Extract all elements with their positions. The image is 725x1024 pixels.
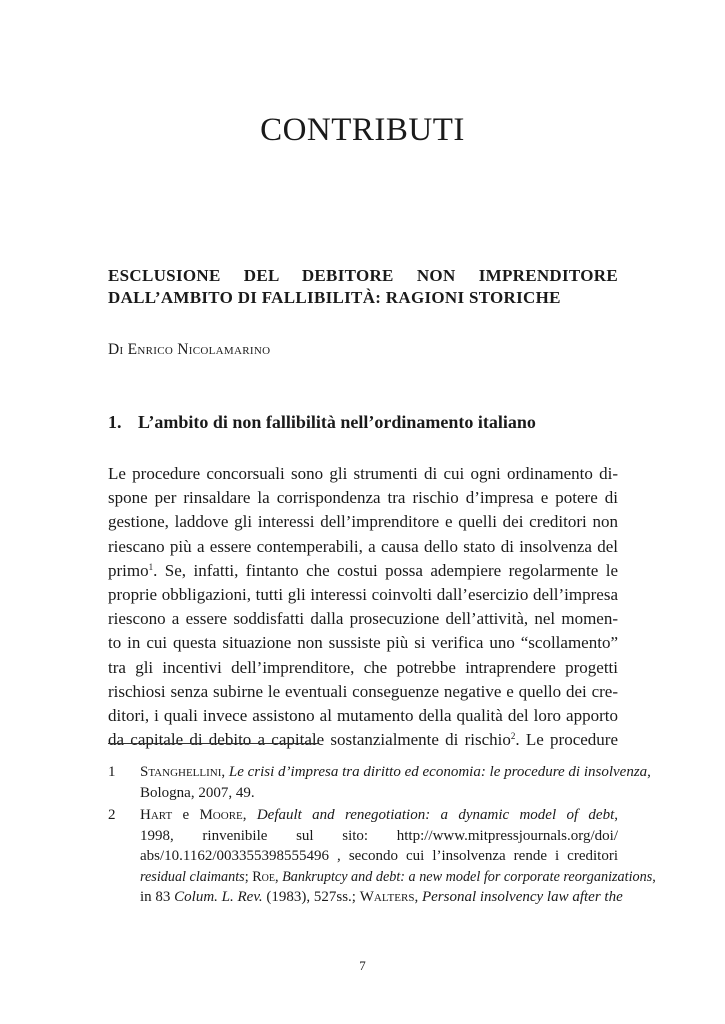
footnote-author: Hart [140,807,173,823]
footnote-text: , [647,764,651,780]
footnote-text: e [172,807,200,823]
body-line [108,559,618,583]
body-paragraph [108,462,618,752]
footnote-author: Roe [252,868,275,885]
footnote-text: , [242,807,257,823]
footnote-author: Moore [199,807,243,823]
author-byline: Di Enrico Nicolamarino [108,341,271,358]
footnote-italic-term: residual claimants [140,868,245,885]
body-line: rischiosi senza subirne le eventuali conseguenze negative e quello dei cre- [108,681,618,701]
footnote-line [140,887,623,908]
footnote-number: 1 [108,764,116,780]
footnote-text: , [652,868,656,885]
body-line: Le procedure concorsuali sono gli strumenti di cui ogni ordinamento di- [108,464,618,483]
article-title-line-2: DALL’AMBITO DI FALLIBILITÀ: RAGIONI STORICHE [108,288,561,307]
article-title [108,265,618,309]
footnotes [108,762,656,910]
footnote-text: , [414,889,422,905]
footnote-title: Default and renegotiation: a dynamic model of debt [256,807,615,823]
article-title-line-1: ESCLUSIONE DEL DEBITORE NON IMPRENDITORE [108,266,618,285]
footnote-line [140,805,618,826]
footnote-url-line[interactable]: 1998, rinvenibile sul sito: http://www.mitpressjournals.org/doi/ [140,827,618,844]
footnote-ref-1[interactable]: 1 [148,561,154,572]
body-text: . Le procedure [515,730,619,750]
footnote-line: Bologna, 2007, 49. [140,784,255,801]
section-heading-number: 1. [108,412,122,432]
footnote-title: Personal insolvency law after the [421,889,623,905]
body-text: da capitale di debito a capitale sostanzialmente di rischio [108,730,511,750]
body-text: primo [108,560,149,580]
body-line: gestione, laddove gli interessi dell’imprenditore e quelli dei creditori non [108,512,618,532]
body-line [108,728,618,752]
footnote-number: 2 [108,807,116,823]
footnote-title: Le crisi d’impresa tra diritto ed economia: le procedure di insolvenza [228,764,648,780]
footnote-line [140,867,656,888]
page-number: 7 [359,958,366,973]
section-heading-text: L’ambito di non fallibilità nell’ordinamento italiano [138,412,536,432]
footnote-text: , [614,807,618,823]
section-title: CONTRIBUTI [260,112,465,148]
footnote-1 [108,762,651,803]
body-line: tra gli incentivi dell’imprenditore, che potrebbe intraprendere progetti [108,657,618,677]
body-line: to in cui questa situazione non sussiste più si verifica uno “scollamento” [108,633,618,653]
footnote-author: Walters [359,889,415,905]
footnote-line [140,762,651,783]
footnote-text: , [275,868,283,885]
footnote-text: in 83 [140,889,175,905]
footnote-divider [108,743,318,744]
section-heading [108,412,536,433]
footnote-text: , [221,764,229,780]
footnote-title: Bankruptcy and debt: a new model for corporate reorganizations [282,868,653,885]
footnote-journal: Colum. L. Rev. [174,889,263,905]
footnote-text: (1983), 527ss.; [262,889,360,905]
footnote-text: ; [244,868,253,885]
body-line: riescano più a essere contemperabili, a causa dello stato di insolvenza del [108,536,618,556]
body-line: ditori, i quali invece assistono al mutamento della qualità del loro apporto [108,706,618,726]
body-line: riescono a essere soddisfatti dalla prosecuzione dell’attività, nel momen- [108,609,618,629]
footnote-ref-2[interactable]: 2 [510,731,516,742]
body-line: spone per rinsaldare la corrispondenza tra rischio d’impresa e potere di [108,488,618,508]
footnote-line: abs/10.1162/003355398555496 , secondo cui l’insolvenza rende i creditori [140,848,618,864]
footnote-2 [108,805,656,908]
footnote-author: Stanghellini [140,764,222,780]
body-text: . Se, infatti, fintanto che costui possa adempiere regolarmente le [153,560,618,580]
body-line: proprie obbligazioni, tutti gli interessi coinvolti dall’esercizio dell’impresa [108,585,618,605]
